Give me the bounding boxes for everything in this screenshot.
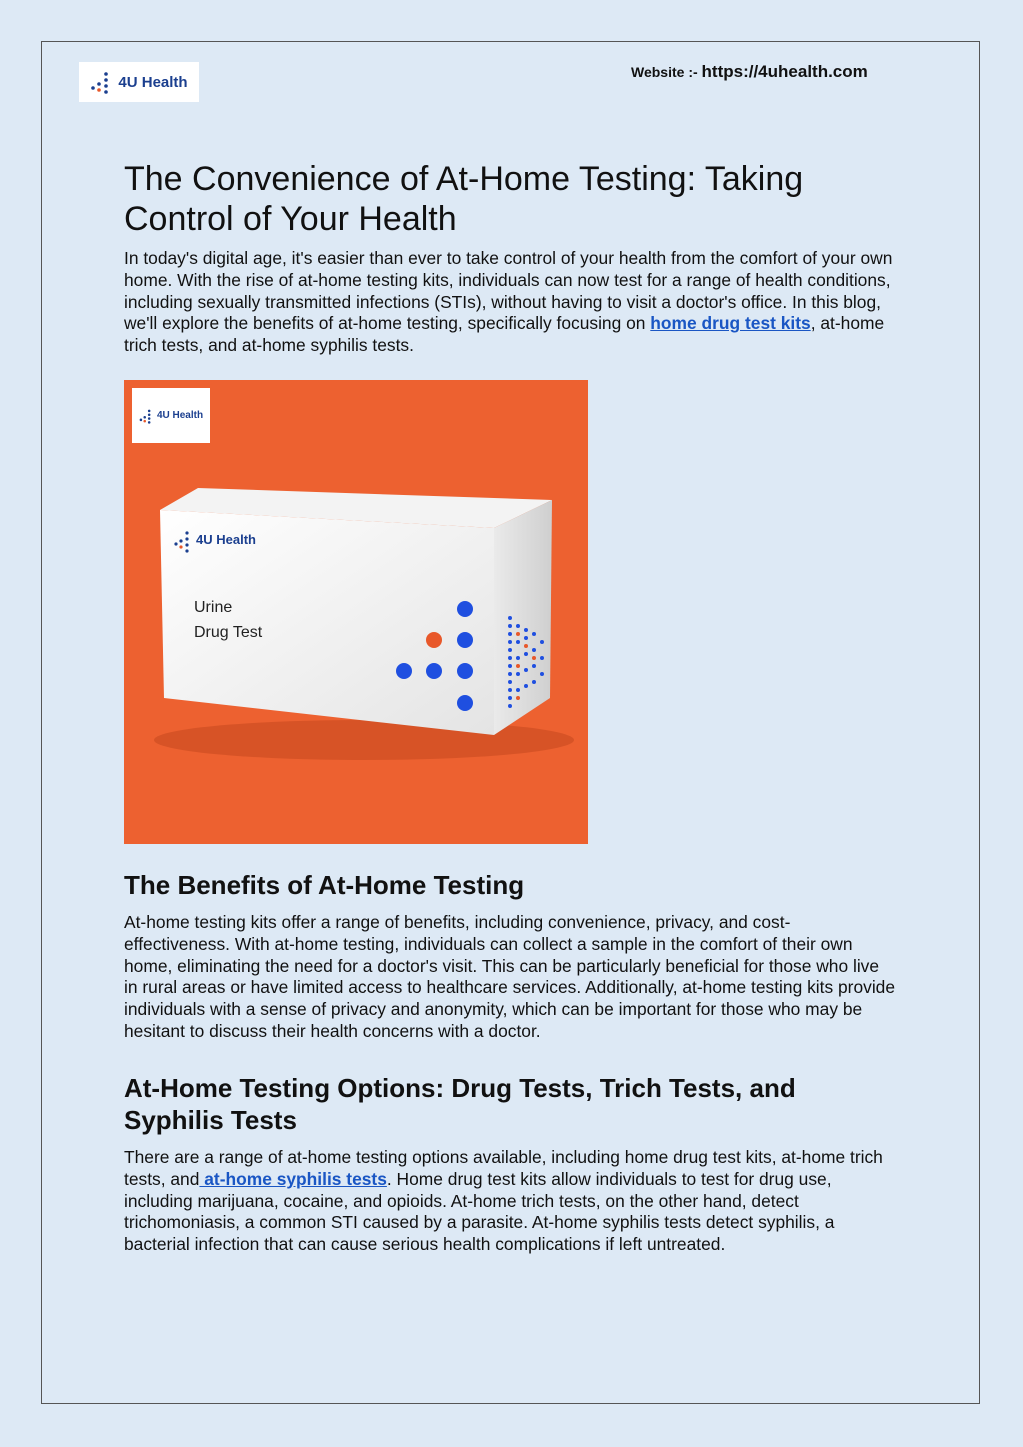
options-heading: At-Home Testing Options: Drug Tests, Trich Tests, and Syphilis Tests xyxy=(124,1073,796,1135)
product-image xyxy=(124,380,588,844)
image-corner-logo: 4U Health xyxy=(132,388,210,443)
intro-text-end: , at-home trich tests, and at-home syphilis tests. xyxy=(124,313,885,356)
logo-dots-icon xyxy=(90,70,112,94)
article-header xyxy=(124,159,904,239)
logo-text: 4U Health xyxy=(118,73,188,91)
home-drug-test-kits-link[interactable]: home drug test kits xyxy=(650,313,811,334)
options-text-end: . Home drug test kits allow individuals to test for drug use, including marijuana, cocaine, and opioids. At-home trich tests, on the other hand, detect trichomoniasis, a common STI caused by a parasite. At-home syphilis tests detect syphilis, a bacterial infection that can cause serious health complications if left untreated. xyxy=(124,1168,835,1255)
test-kit-box xyxy=(124,380,588,844)
intro-paragraph xyxy=(124,248,896,357)
website-label: Website :- xyxy=(631,64,698,80)
page-title: The Convenience of At-Home Testing: Taking Control of Your Health xyxy=(124,160,804,238)
website-url[interactable]: https://4uhealth.com xyxy=(701,62,868,81)
brand-logo[interactable] xyxy=(79,62,199,102)
benefits-heading: The Benefits of At-Home Testing xyxy=(124,870,525,900)
syphilis-tests-link[interactable]: at-home syphilis tests xyxy=(199,1168,387,1189)
benefits-body xyxy=(124,912,896,1043)
options-body xyxy=(124,1147,896,1256)
options-text: There are a range of at-home testing options available, including home drug test kits, at-home trich tests, and xyxy=(124,1147,883,1189)
intro-text: In today's digital age, it's easier than ever to take control of your health from the comfort of your own home. With the rise of at-home testing kits, individuals can now test for a range of health conditions, including sexually transmitted infections (STIs), without having to visit a doctor's office. In this blog, we'll explore the benefits of at-home testing, specifically focusing on xyxy=(124,248,893,334)
box-logo-text: 4U Health xyxy=(196,532,256,547)
options-section xyxy=(124,1072,904,1136)
benefits-section xyxy=(124,869,904,901)
box-label-line1: Urine xyxy=(194,599,233,616)
box-label-line2: Drug Test xyxy=(194,624,263,641)
benefits-paragraph: At-home testing kits offer a range of benefits, including convenience, privacy, and cost-effectiveness. With at-home testing, individuals can collect a sample in the comfort of their own home, eliminating the need for a doctor's visit. This can be particularly beneficial for those who live in rural areas or have limited access to healthcare services. Additionally, at-home testing kits provide individuals with a sense of privacy and anonymity, which can be important for those who may be hesitant to discuss their health concerns with a doctor. xyxy=(124,912,896,1041)
website-info xyxy=(631,62,868,82)
